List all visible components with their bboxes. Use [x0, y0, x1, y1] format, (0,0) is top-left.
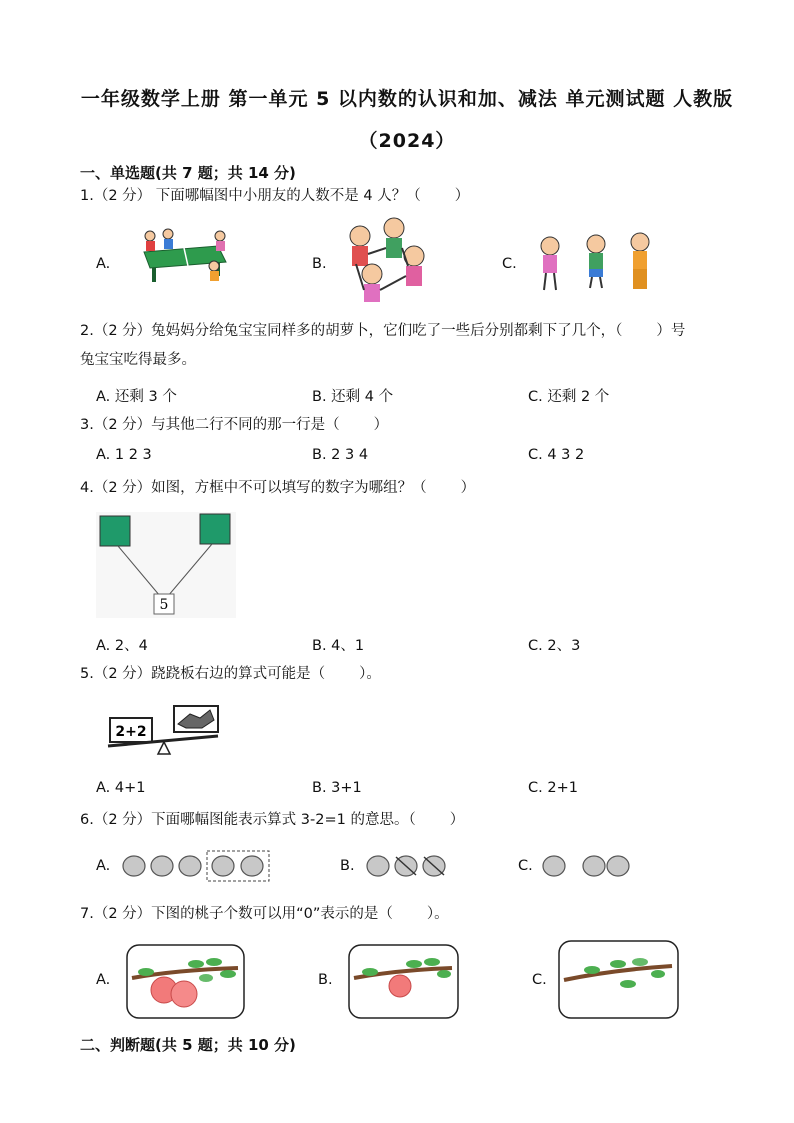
q6-figure-b [364, 853, 454, 881]
q4-option-b[interactable]: B. 4、1 [312, 638, 365, 654]
q6-option-c[interactable]: C. [518, 858, 533, 874]
question-2-continued: 兔宝宝吃得最多。 [80, 352, 196, 368]
q7-option-a[interactable]: A. [96, 972, 111, 988]
q4-option-c[interactable]: C. 2、3 [528, 638, 581, 654]
q5-option-c[interactable]: C. 2+1 [528, 780, 578, 796]
q6-option-b[interactable]: B. [340, 858, 355, 874]
q1-option-c[interactable]: C. [502, 256, 517, 272]
q6-figure-c [540, 853, 636, 881]
seesaw-left-expression: 2+2 [115, 724, 147, 740]
question-3: 3.（2 分）与其他二行不同的那一行是（ ） [80, 417, 389, 433]
q3-option-a[interactable]: A. 1 2 3 [96, 447, 152, 463]
three-kids-image [536, 232, 666, 298]
number-split-diagram [96, 512, 236, 618]
q7-figure-a-two-peaches [126, 944, 246, 1020]
page-title: 一年级数学上册 第一单元 5 以内数的认识和加、减法 单元测试题 人教版 [80, 88, 734, 110]
q7-option-c[interactable]: C. [532, 972, 547, 988]
seesaw-image [106, 702, 222, 760]
q2-option-c[interactable]: C. 还剩 2 个 [528, 389, 610, 405]
q7-figure-c-no-peach [558, 940, 680, 1020]
question-5: 5.（2 分）跷跷板右边的算式可能是（ ）。 [80, 666, 381, 682]
q2-option-a[interactable]: A. 还剩 3 个 [96, 389, 177, 405]
question-2: 2.（2 分）兔妈妈分给兔宝宝同样多的胡萝卜，它们吃了一些后分别都剩下了几个，（ ）号 [80, 323, 686, 339]
right-green-box[interactable] [200, 514, 230, 544]
left-green-box[interactable] [100, 516, 130, 546]
question-6: 6.（2 分）下面哪幅图能表示算式 3-2=1 的意思。（ ） [80, 812, 465, 828]
section-heading-single-choice: 一、单选题(共 7 题；共 14 分) [80, 164, 296, 182]
page-title-year: （2024） [358, 130, 456, 152]
q3-option-b[interactable]: B. 2 3 4 [312, 447, 369, 463]
ping-pong-kids-image [126, 226, 236, 286]
question-7: 7.（2 分）下图的桃子个数可以用“0”表示的是（ ）。 [80, 906, 449, 922]
q7-option-b[interactable]: B. [318, 972, 333, 988]
question-1: 1.（2 分） 下面哪幅图中小朋友的人数不是 4 人？（ ） [80, 188, 470, 204]
q7-figure-b-one-peach [348, 944, 460, 1020]
q3-option-c[interactable]: C. 4 3 2 [528, 447, 585, 463]
q5-option-a[interactable]: A. 4+1 [96, 780, 146, 796]
question-4: 4.（2 分）如图，方框中不可以填写的数字为哪组？（ ） [80, 480, 476, 496]
q1-option-b[interactable]: B. [312, 256, 327, 272]
q4-option-a[interactable]: A. 2、4 [96, 638, 148, 654]
q5-option-b[interactable]: B. 3+1 [312, 780, 362, 796]
q1-option-a[interactable]: A. [96, 256, 111, 272]
q2-option-b[interactable]: B. 还剩 4 个 [312, 389, 394, 405]
circle-kids-image [332, 214, 442, 309]
section-heading-true-false: 二、判断题(共 5 题；共 10 分) [80, 1036, 296, 1054]
whole-number-label: 5 [159, 597, 169, 613]
q6-figure-a [120, 850, 272, 884]
q6-option-a[interactable]: A. [96, 858, 111, 874]
